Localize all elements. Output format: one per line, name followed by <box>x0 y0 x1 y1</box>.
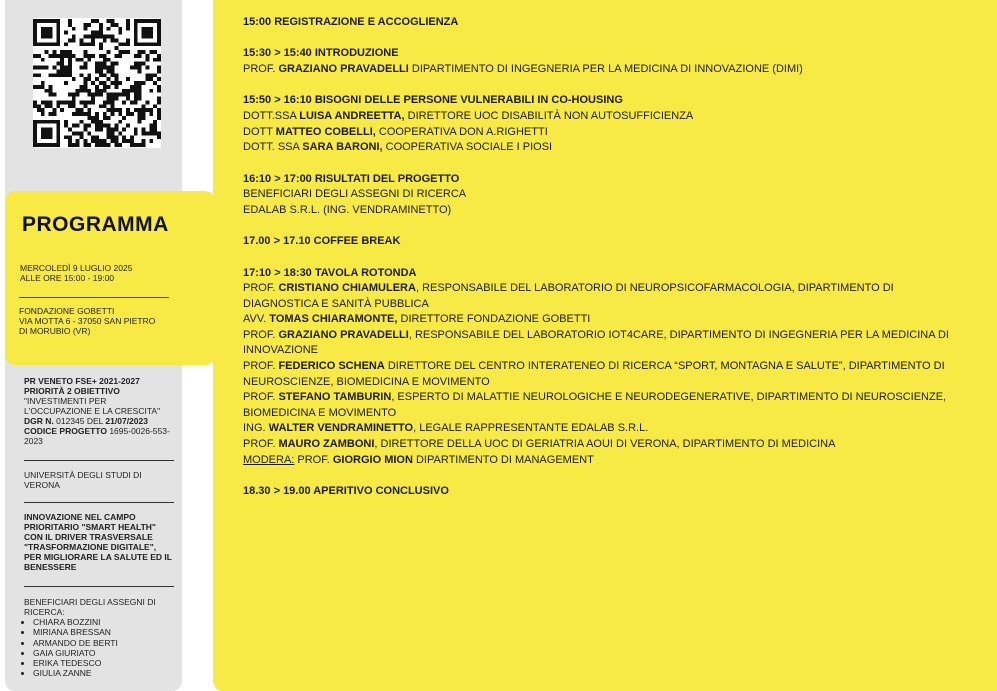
speaker-role-continued: DIAGNOSTICA E SANITÀ PUBBLICA <box>243 297 429 310</box>
speaker-line <box>243 328 983 344</box>
divider <box>24 460 174 461</box>
qr-code-image <box>33 18 161 148</box>
speaker-name: LUISA ANDREETTA, <box>299 109 405 122</box>
beneficiaries-list <box>24 617 174 679</box>
schedule-heading: 18.30 > 19.00 APERITIVO CONCLUSIVO <box>243 485 449 498</box>
qr-code[interactable] <box>33 18 161 148</box>
speaker-title: DOTT.SSA <box>243 109 300 122</box>
speaker-name: GRAZIANO PRAVADELLI <box>278 62 409 75</box>
beneficiaries-section <box>24 597 174 679</box>
speaker-name: GRAZIANO PRAVADELLI <box>278 328 409 341</box>
schedule-item <box>243 484 983 500</box>
speaker-title: PROF. <box>243 360 279 373</box>
speaker-line: BENEFICIARI DEGLI ASSEGNI DI RICERCA <box>243 188 467 201</box>
speaker-name: TOMAS CHIARAMONTE, <box>269 313 398 326</box>
moderator-label: MODERA: <box>243 453 295 466</box>
list-item: • CHIARA BOZZINI <box>33 617 174 627</box>
innovation-text: INNOVAZIONE NEL CAMPO PRIORITARIO "SMART HEALTH" CON IL DRIVER TRASVERSALE "TRASFORMAZIONE DIGITALE", PER MIGLIORARE LA SALUTE ED IL BENESSERE <box>24 512 172 572</box>
event-venue <box>19 306 179 336</box>
list-item: • ARMANDO DE BERTI <box>33 638 174 648</box>
venue-city: DI MORUBIO (VR) <box>19 326 91 336</box>
schedule-heading: 17:10 > 18:30 TAVOLA ROTONDA <box>243 266 417 279</box>
moderator-line <box>243 453 983 469</box>
speaker-title: DOTT. SSA <box>243 141 303 154</box>
speaker-name: FEDERICO SCHENA <box>278 360 385 373</box>
dgr-date: 21/07/2023 <box>105 416 148 426</box>
speaker-line <box>243 62 983 78</box>
speaker-role-continued: NEUROSCIENZE, BIOMEDICINA E MOVIMENTO <box>243 375 490 388</box>
schedule-heading: 15:00 REGISTRAZIONE E ACCOGLIENZA <box>243 16 459 28</box>
speaker-name: CRISTIANO CHIAMULERA <box>278 282 416 295</box>
speaker-role: , DIRETTORE DELLA UOC DI GERIATRIA AOUI DI VERONA, DIPARTIMENTO DI MEDICINA <box>374 438 836 451</box>
speaker-title: PROF. <box>294 453 333 466</box>
schedule-item <box>243 266 983 469</box>
speaker-line <box>243 421 983 437</box>
speaker-name: MAURO ZAMBONI <box>278 438 375 451</box>
schedule-item <box>243 234 983 250</box>
funding-line4: L'OCCUPAZIONE E LA CRESCITA" <box>24 406 161 416</box>
speaker-line: EDALAB S.R.L. (ING. VENDRAMINETTO) <box>243 203 452 216</box>
speaker-role: DIRETTORE FONDAZIONE GOBETTI <box>397 313 591 326</box>
list-item: • ERIKA TEDESCO <box>33 658 174 668</box>
venue-address: VIA MOTTA 6 - 37050 SAN PIETRO <box>19 316 156 326</box>
speaker-line <box>243 109 983 125</box>
schedule-item <box>243 93 983 155</box>
speaker-title: DOTT <box>243 125 276 138</box>
list-item: • GIULIA ZANNE <box>33 668 174 678</box>
event-date-line: MERCOLEDÌ 9 LUGLIO 2025 <box>20 263 133 273</box>
speaker-role-continued: INNOVAZIONE <box>243 344 318 357</box>
project-code-value: 1695-0026-553-2023 <box>24 426 170 446</box>
speaker-title: AVV. <box>243 313 270 326</box>
divider <box>24 586 174 587</box>
speaker-role: , RESPONSABILE DEL LABORATORIO DI NEUROPSICOFARMACOLOGIA, DIPARTIMENTO DI <box>415 282 894 295</box>
schedule-heading: 17.00 > 17.10 COFFEE BREAK <box>243 235 401 248</box>
university-name: UNIVERSITÀ DEGLI STUDI DI VERONA <box>24 470 142 490</box>
speaker-role: COOPERATIVA SOCIALE I PIOSI <box>382 141 553 154</box>
speaker-name: MATTEO COBELLI, <box>275 125 376 138</box>
funding-line1: PR VENETO FSE+ 2021-2027 <box>24 376 140 386</box>
speaker-role: , RESPONSABILE DEL LABORATORIO IOT4CARE, DIPARTIMENTO DI INGEGNERIA PER LA MEDICINA DI <box>408 328 949 341</box>
programma-title: PROGRAMMA <box>22 213 169 236</box>
speaker-name: SARA BARONI, <box>302 141 383 154</box>
event-date <box>20 263 180 283</box>
speaker-line <box>243 390 983 406</box>
schedule-heading: 15:30 > 15:40 INTRODUZIONE <box>243 47 399 60</box>
divider <box>24 502 174 503</box>
speaker-title: PROF. <box>243 282 279 295</box>
divider <box>19 297 169 298</box>
speaker-role: DIPARTIMENTO DI INGEGNERIA PER LA MEDICINA DI INNOVAZIONE (DIMI) <box>408 62 803 75</box>
speaker-title: PROF. <box>243 62 279 75</box>
speaker-title: PROF. <box>243 328 279 341</box>
speaker-line <box>243 140 983 156</box>
speaker-line <box>243 437 983 453</box>
speaker-role: , ESPERTO DI MALATTIE NEUROLOGICHE E NEURODEGENERATIVE, DIPARTIMENTO DI NEUROSCIENZE, <box>391 391 947 404</box>
speaker-name: GIORGIO MION <box>332 453 413 466</box>
speaker-line <box>243 125 983 141</box>
speaker-title: ING. <box>243 422 269 435</box>
list-item: • GAIA GIURIATO <box>33 648 174 658</box>
venue-name: FONDAZIONE GOBETTI <box>19 306 115 316</box>
speaker-title: PROF. <box>243 438 279 451</box>
program-schedule <box>243 15 983 515</box>
speaker-line <box>243 281 983 297</box>
speaker-line <box>243 312 983 328</box>
speaker-title: PROF. <box>243 391 279 404</box>
funding-info <box>24 376 174 446</box>
schedule-item <box>243 15 983 31</box>
schedule-item <box>243 46 983 77</box>
list-item: • MIRIANA BRESSAN <box>33 627 174 637</box>
event-time-line: ALLE ORE 15:00 - 19:00 <box>20 273 115 283</box>
schedule-heading: 16:10 > 17:00 RISULTATI DEL PROGETTO <box>243 172 460 185</box>
speaker-name: WALTER VENDRAMINETTO <box>268 422 414 435</box>
speaker-role: COOPERATIVA DON A.RIGHETTI <box>375 125 548 138</box>
program-panel <box>213 0 997 691</box>
speaker-line <box>243 359 983 375</box>
dgr-label: DGR N. <box>24 416 54 426</box>
dgr-value: 012345 DEL <box>53 416 106 426</box>
funding-line3: "INVESTIMENTI PER <box>24 396 107 406</box>
schedule-item <box>243 172 983 219</box>
speaker-role: DIRETTORE DEL CENTRO INTERATENEO DI RICERCA “SPORT, MONTAGNA E SALUTE”, DIPARTIMENTO DI <box>384 360 945 373</box>
speaker-role: DIPARTIMENTO DI MANAGEMENT <box>412 453 594 466</box>
speaker-role: DIRETTORE UOC DISABILITÀ NON AUTOSUFFICIENZA <box>404 109 694 122</box>
funding-line2: PRIORITÀ 2 OBIETTIVO <box>24 386 120 396</box>
schedule-heading: 15:50 > 16:10 BISOGNI DELLE PERSONE VULNERABILI IN CO-HOUSING <box>243 94 623 107</box>
programma-card <box>5 191 215 365</box>
speaker-role-continued: BIOMEDICINA E MOVIMENTO <box>243 406 397 419</box>
project-code-label: CODICE PROGETTO <box>24 426 107 436</box>
speaker-role: , LEGALE RAPPRESENTANTE EDALAB S.R.L. <box>413 422 649 435</box>
speaker-name: STEFANO TAMBURIN <box>278 391 392 404</box>
beneficiaries-title: BENEFICIARI DEGLI ASSEGNI DI RICERCA: <box>24 597 156 617</box>
